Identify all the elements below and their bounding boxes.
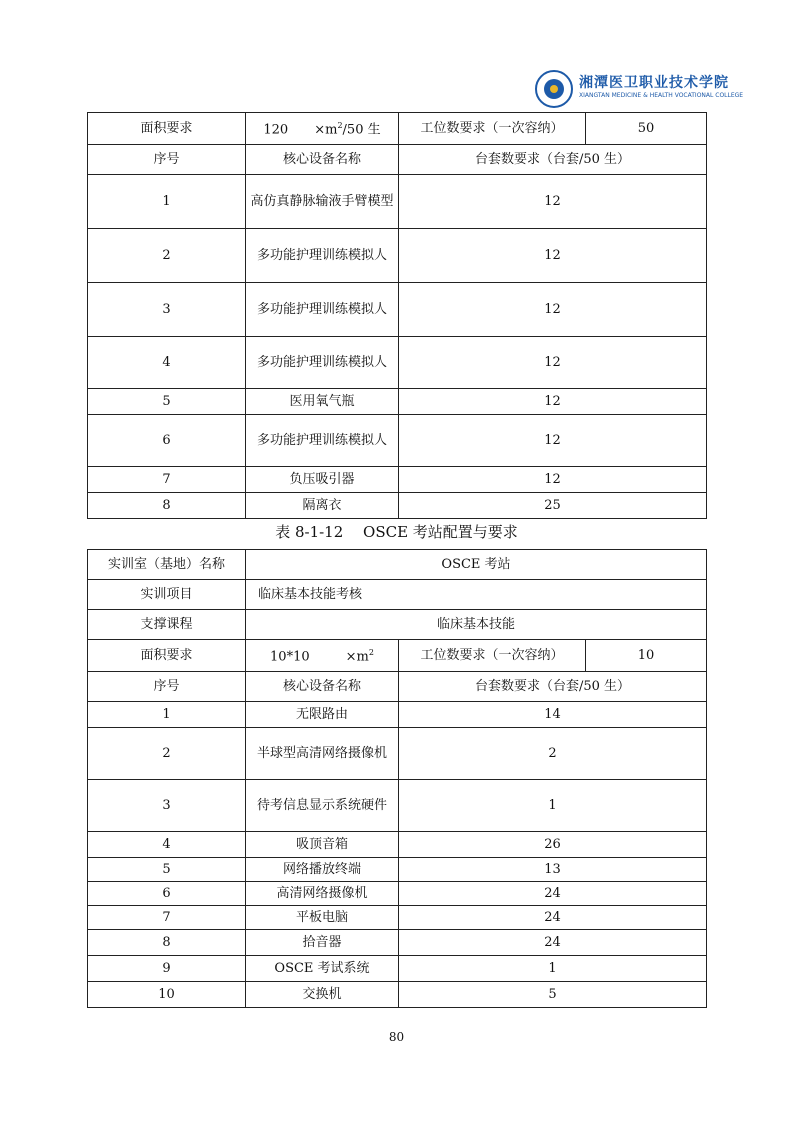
equipment-count: 14 (399, 702, 707, 728)
table-row (88, 832, 707, 858)
equipment-table-2 (87, 549, 707, 1008)
equipment-count: 12 (399, 337, 707, 389)
page-number: 80 (388, 1030, 405, 1044)
college-emblem-icon (535, 70, 573, 108)
equipment-count: 12 (399, 229, 707, 283)
equipment-count: 24 (399, 930, 707, 956)
equipment-table-1 (87, 112, 707, 519)
stations-label: 工位数要求（一次容纳） (399, 640, 586, 672)
project-label: 实训项目 (88, 580, 246, 610)
equipment-count: 25 (399, 493, 707, 519)
row-number: 5 (88, 389, 246, 415)
equipment-name: 拾音器 (246, 930, 399, 956)
equipment-name: 多功能护理训练模拟人 (246, 415, 399, 467)
row-number: 7 (88, 906, 246, 930)
table-row (88, 175, 707, 229)
logo-chinese-name: 湘潭医卫职业技术学院 (579, 75, 729, 91)
equipment-name: 吸顶音箱 (246, 832, 399, 858)
area-value: $120 \times m^2/50$ 生 (246, 113, 399, 145)
table-row (88, 906, 707, 930)
table-caption: 表 8-1-12 OSCE 考站配置与要求 (275, 523, 518, 541)
row-number: 5 (88, 858, 246, 882)
row-number: 8 (88, 493, 246, 519)
equipment-count: 2 (399, 728, 707, 780)
room-label: 实训室（基地）名称 (88, 550, 246, 580)
stations-value: 50 (586, 113, 707, 145)
equipment-name: 待考信息显示系统硬件 (246, 780, 399, 832)
row-number: 2 (88, 728, 246, 780)
equipment-count: 5 (399, 982, 707, 1008)
row-number: 7 (88, 467, 246, 493)
stations-value: 10 (586, 640, 707, 672)
equipment-name: 半球型高清网络摄像机 (246, 728, 399, 780)
course-value: 临床基本技能 (246, 610, 707, 640)
project-value: 临床基本技能考核 (246, 580, 707, 610)
course-label: 支撑课程 (88, 610, 246, 640)
col-header-no: 序号 (88, 145, 246, 175)
equipment-name: 医用氧气瓶 (246, 389, 399, 415)
area-value: $10*10 \times m^2$ (246, 640, 399, 672)
equipment-count: 12 (399, 283, 707, 337)
area-label: 面积要求 (88, 640, 246, 672)
row-number: 1 (88, 175, 246, 229)
equipment-name: 高仿真静脉输液手臂模型 (246, 175, 399, 229)
equipment-name: 多功能护理训练模拟人 (246, 229, 399, 283)
row-number: 3 (88, 283, 246, 337)
row-number: 6 (88, 882, 246, 906)
equipment-name: OSCE 考试系统 (246, 956, 399, 982)
table-row (88, 467, 707, 493)
row-number: 2 (88, 229, 246, 283)
area-label: 面积要求 (88, 113, 246, 145)
equipment-count: 12 (399, 175, 707, 229)
equipment-count: 12 (399, 415, 707, 467)
equipment-count: 13 (399, 858, 707, 882)
col-header-count: 台套数要求（台套/50 生） (399, 145, 707, 175)
equipment-count: 24 (399, 906, 707, 930)
table-row (88, 882, 707, 906)
table-row (88, 956, 707, 982)
equipment-name: 高清网络摄像机 (246, 882, 399, 906)
room-value: OSCE 考站 (246, 550, 707, 580)
row-number: 1 (88, 702, 246, 728)
table-row (88, 702, 707, 728)
equipment-count: 12 (399, 389, 707, 415)
equipment-name: 多功能护理训练模拟人 (246, 283, 399, 337)
col-header-no: 序号 (88, 672, 246, 702)
logo-english-name: XIANGTAN MEDICINE & HEALTH VOCATIONAL COLLEGE (579, 92, 744, 99)
equipment-count: 1 (399, 956, 707, 982)
col-header-count: 台套数要求（台套/50 生） (399, 672, 707, 702)
table-row (88, 229, 707, 283)
table-row (88, 415, 707, 467)
equipment-name: 多功能护理训练模拟人 (246, 337, 399, 389)
equipment-count: 12 (399, 467, 707, 493)
table-row (88, 982, 707, 1008)
equipment-count: 24 (399, 882, 707, 906)
table-row (88, 858, 707, 882)
row-number: 4 (88, 337, 246, 389)
stations-label: 工位数要求（一次容纳） (399, 113, 586, 145)
equipment-name: 负压吸引器 (246, 467, 399, 493)
equipment-name: 网络播放终端 (246, 858, 399, 882)
table-row (88, 493, 707, 519)
row-number: 4 (88, 832, 246, 858)
table-row (88, 337, 707, 389)
row-number: 8 (88, 930, 246, 956)
col-header-equipment: 核心设备名称 (246, 145, 399, 175)
table-row (88, 780, 707, 832)
row-number: 10 (88, 982, 246, 1008)
equipment-name: 平板电脑 (246, 906, 399, 930)
table-row (88, 283, 707, 337)
equipment-name: 交换机 (246, 982, 399, 1008)
equipment-count: 26 (399, 832, 707, 858)
table-row (88, 930, 707, 956)
table-row (88, 389, 707, 415)
equipment-count: 1 (399, 780, 707, 832)
equipment-name: 隔离衣 (246, 493, 399, 519)
col-header-equipment: 核心设备名称 (246, 672, 399, 702)
row-number: 6 (88, 415, 246, 467)
row-number: 3 (88, 780, 246, 832)
equipment-name: 无限路由 (246, 702, 399, 728)
row-number: 9 (88, 956, 246, 982)
college-logo (535, 68, 744, 112)
table-row (88, 728, 707, 780)
